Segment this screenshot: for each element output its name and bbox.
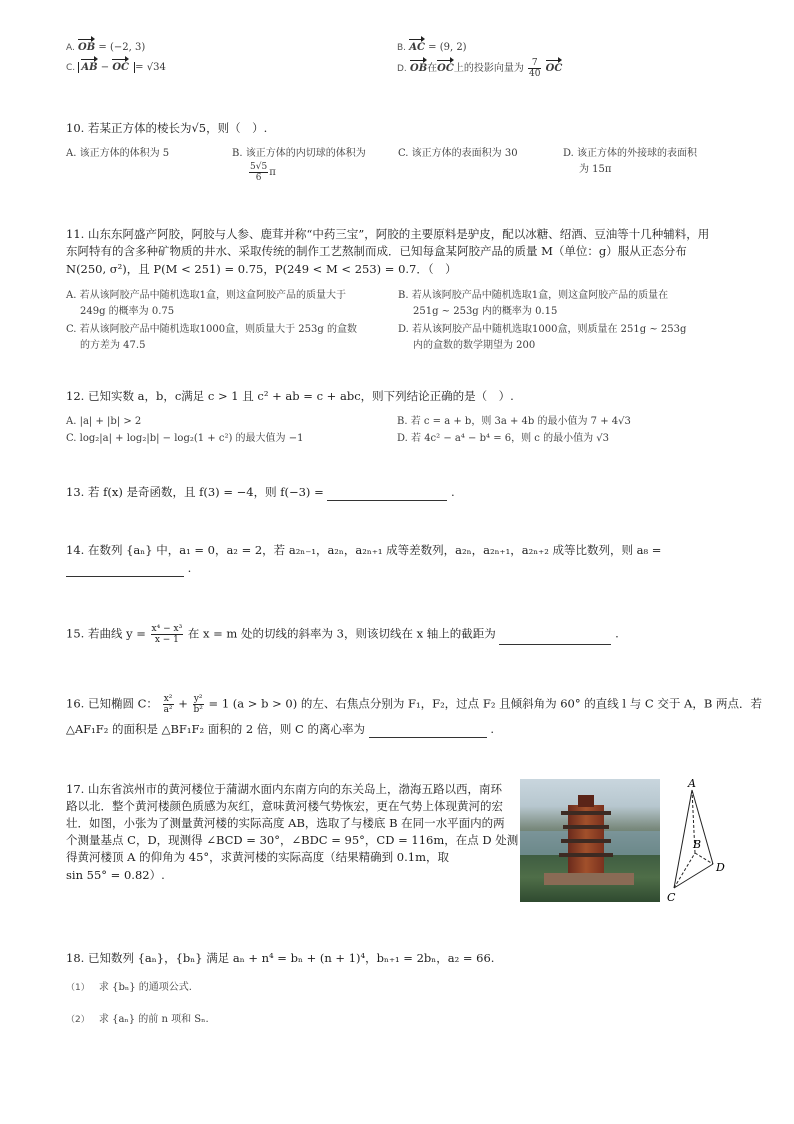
q13-text: 13. 若 f(x) 是奇函数，且 f(3) = −4，则 f(−3) = . <box>66 485 455 499</box>
q14-text: 14. 在数列 {aₙ} 中，a₁ = 0，a₂ = 2，若 a₂ₙ₋₁，a₂ₙ，a₂ₙ₊₁ 成等差数列，a₂ₙ，a₂ₙ₊₁，a₂ₙ₊₂ 成等比数列，则 a₈ = <box>66 543 662 557</box>
q12-option-a: A. |a| + |b| > 2 <box>66 416 142 427</box>
q11-option-a-cont: 249g 的概率为 0.75 <box>80 306 175 317</box>
q10-option-a: A. 该正方体的体积为 5 <box>66 148 170 159</box>
q18-part1: （1） 求 {bₙ} 的通项公式. <box>66 982 192 993</box>
q17-line5: 得黄河楼顶 A 的仰角为 45°，求黄河楼的实际高度（结果精确到 0.1m，取 <box>66 850 450 864</box>
q14-answer-blank[interactable] <box>66 564 184 577</box>
q13-answer-blank[interactable] <box>327 488 447 501</box>
q17-line4: 个测量基点 C，D，现测得 ∠BCD = 30°，∠BDC = 95°，CD = 116m，在点 D 处测 <box>66 833 519 847</box>
q10-option-d-cont: 为 15π <box>579 164 612 175</box>
fig-label-c: C <box>667 891 676 904</box>
fig-label-a: A <box>688 777 696 790</box>
q12-stem: 12. 已知实数 a，b，c满足 c > 1 且 c² + ab = c + abc，则下列结论正确的是（ ）. <box>66 389 514 403</box>
q12-option-b: B. 若 c = a + b，则 3a + 4b 的最小值为 7 + 4√3 <box>397 416 631 427</box>
q10-option-b: B. 该正方体的内切球的体积为 <box>232 148 366 159</box>
q11-option-b-cont: 251g ~ 253g 内的概率为 0.15 <box>413 306 558 317</box>
yellow-river-tower-photo <box>520 779 660 902</box>
q11-option-d: D. 若从该阿胶产品中随机选取1000盒，则质量在 251g ~ 253g <box>398 324 687 335</box>
q16-answer-blank[interactable] <box>369 725 487 738</box>
q14-answer-line: . <box>66 560 191 577</box>
q17-line3: 壮．如图，小张为了测量黄河楼的实际高度 AB，选取了与楼底 B 在同一水平面内的两 <box>66 816 505 830</box>
q11-line3: N(250, σ²)，且 P(M < 251) = 0.75，P(249 < M < 253) = 0.7．（ ） <box>66 262 457 276</box>
q11-line1: 11. 山东东阿盛产阿胶，阿胶与人参、鹿茸并称“中药三宝”，阿胶的主要原料是驴皮，配以冰糖、绍酒、豆油等十几种辅料，用 <box>66 227 710 241</box>
q17-line6: sin 55° = 0.82）. <box>66 868 165 882</box>
q10-stem: 10. 若某正方体的棱长为√5，则（ ）. <box>66 121 268 135</box>
q15-answer-blank[interactable] <box>499 632 611 645</box>
q11-option-b: B. 若从该阿胶产品中随机选取1盒，则这盒阿胶产品的质量在 <box>398 290 669 301</box>
q10-option-b-fraction: $\frac{5√5}{6}$ π <box>250 162 276 183</box>
q12-option-c: C. log₂|a| + log₂|b| − log₂(1 + c²) 的最大值为 −1 <box>66 433 304 444</box>
q12-option-d: D. 若 4c² − a⁴ − b⁴ = 6，则 c 的最小值为 √3 <box>397 433 609 444</box>
q17-line2: 路以北．整个黄河楼颜色质感为灰红，意味黄河楼气势恢宏，更在气势上体现黄河的宏 <box>66 799 503 813</box>
q10-option-d: D. 该正方体的外接球的表面积 <box>563 148 698 159</box>
q11-option-a: A. 若从该阿胶产品中随机选取1盒，则这盒阿胶产品的质量大于 <box>66 290 346 301</box>
q18-part2: （2） 求 {aₙ} 的前 n 项和 Sₙ. <box>66 1014 209 1025</box>
q16-line1: 16. 已知椭圆 C： $\frac{\text{x²}}{\text{a²}}$ + $\frac{\text{y²}}{\text{b²}}$ = 1 (a > b > 0) 的左、右焦点分别为 F₁，F₂，过点 F₂ 且倾斜角为 60° 的直线 l 与 C 交于 A，B 两点．若 <box>66 694 762 715</box>
q15-text: 15. 若曲线 y = $\frac{\text{x⁴ − x³}}{x - 1}$ 在 x = m 处的切线的斜率为 3，则该切线在 x 轴上的截距为 . <box>66 624 619 645</box>
q17-line1: 17. 山东省滨州市的黄河楼位于蒲湖水面内东南方向的东关岛上，渤海五路以西，南环 <box>66 782 502 796</box>
q9-option-d: D. OB在OC上的投影向量为 $\frac{7}{40}$ OC <box>397 58 563 79</box>
q9-option-c: C. AB − OC = √34 <box>66 62 166 73</box>
fig-label-d: D <box>716 861 725 874</box>
q11-option-c: C. 若从该阿胶产品中随机选取1000盒，则质量大于 253g 的盒数 <box>66 324 357 335</box>
q10-option-c: C. 该正方体的表面积为 30 <box>398 148 518 159</box>
tetrahedron-figure <box>664 776 734 906</box>
q11-option-d-cont: 内的盒数的数学期望为 200 <box>413 340 536 351</box>
q18-stem: 18. 已知数列 {aₙ}，{bₙ} 满足 aₙ + n⁴ = bₙ + (n + 1)⁴，bₙ₊₁ = 2bₙ，a₂ = 66. <box>66 951 495 965</box>
q11-option-c-cont: 的方差为 47.5 <box>80 340 146 351</box>
fig-label-b: B <box>693 838 702 851</box>
q11-line2: 东阿特有的含多种矿物质的井水、采取传统的制作工艺熬制而成．已知每盒某阿胶产品的质量 M（单位：g）服从正态分布 <box>66 244 687 258</box>
q9-option-b: B. AC = (9, 2) <box>397 42 467 53</box>
q16-line2: △AF₁F₂ 的面积是 △BF₁F₂ 面积的 2 倍，则 C 的离心率为 . <box>66 722 494 736</box>
q9-option-a: A. OB = (−2, 3) <box>66 42 146 53</box>
